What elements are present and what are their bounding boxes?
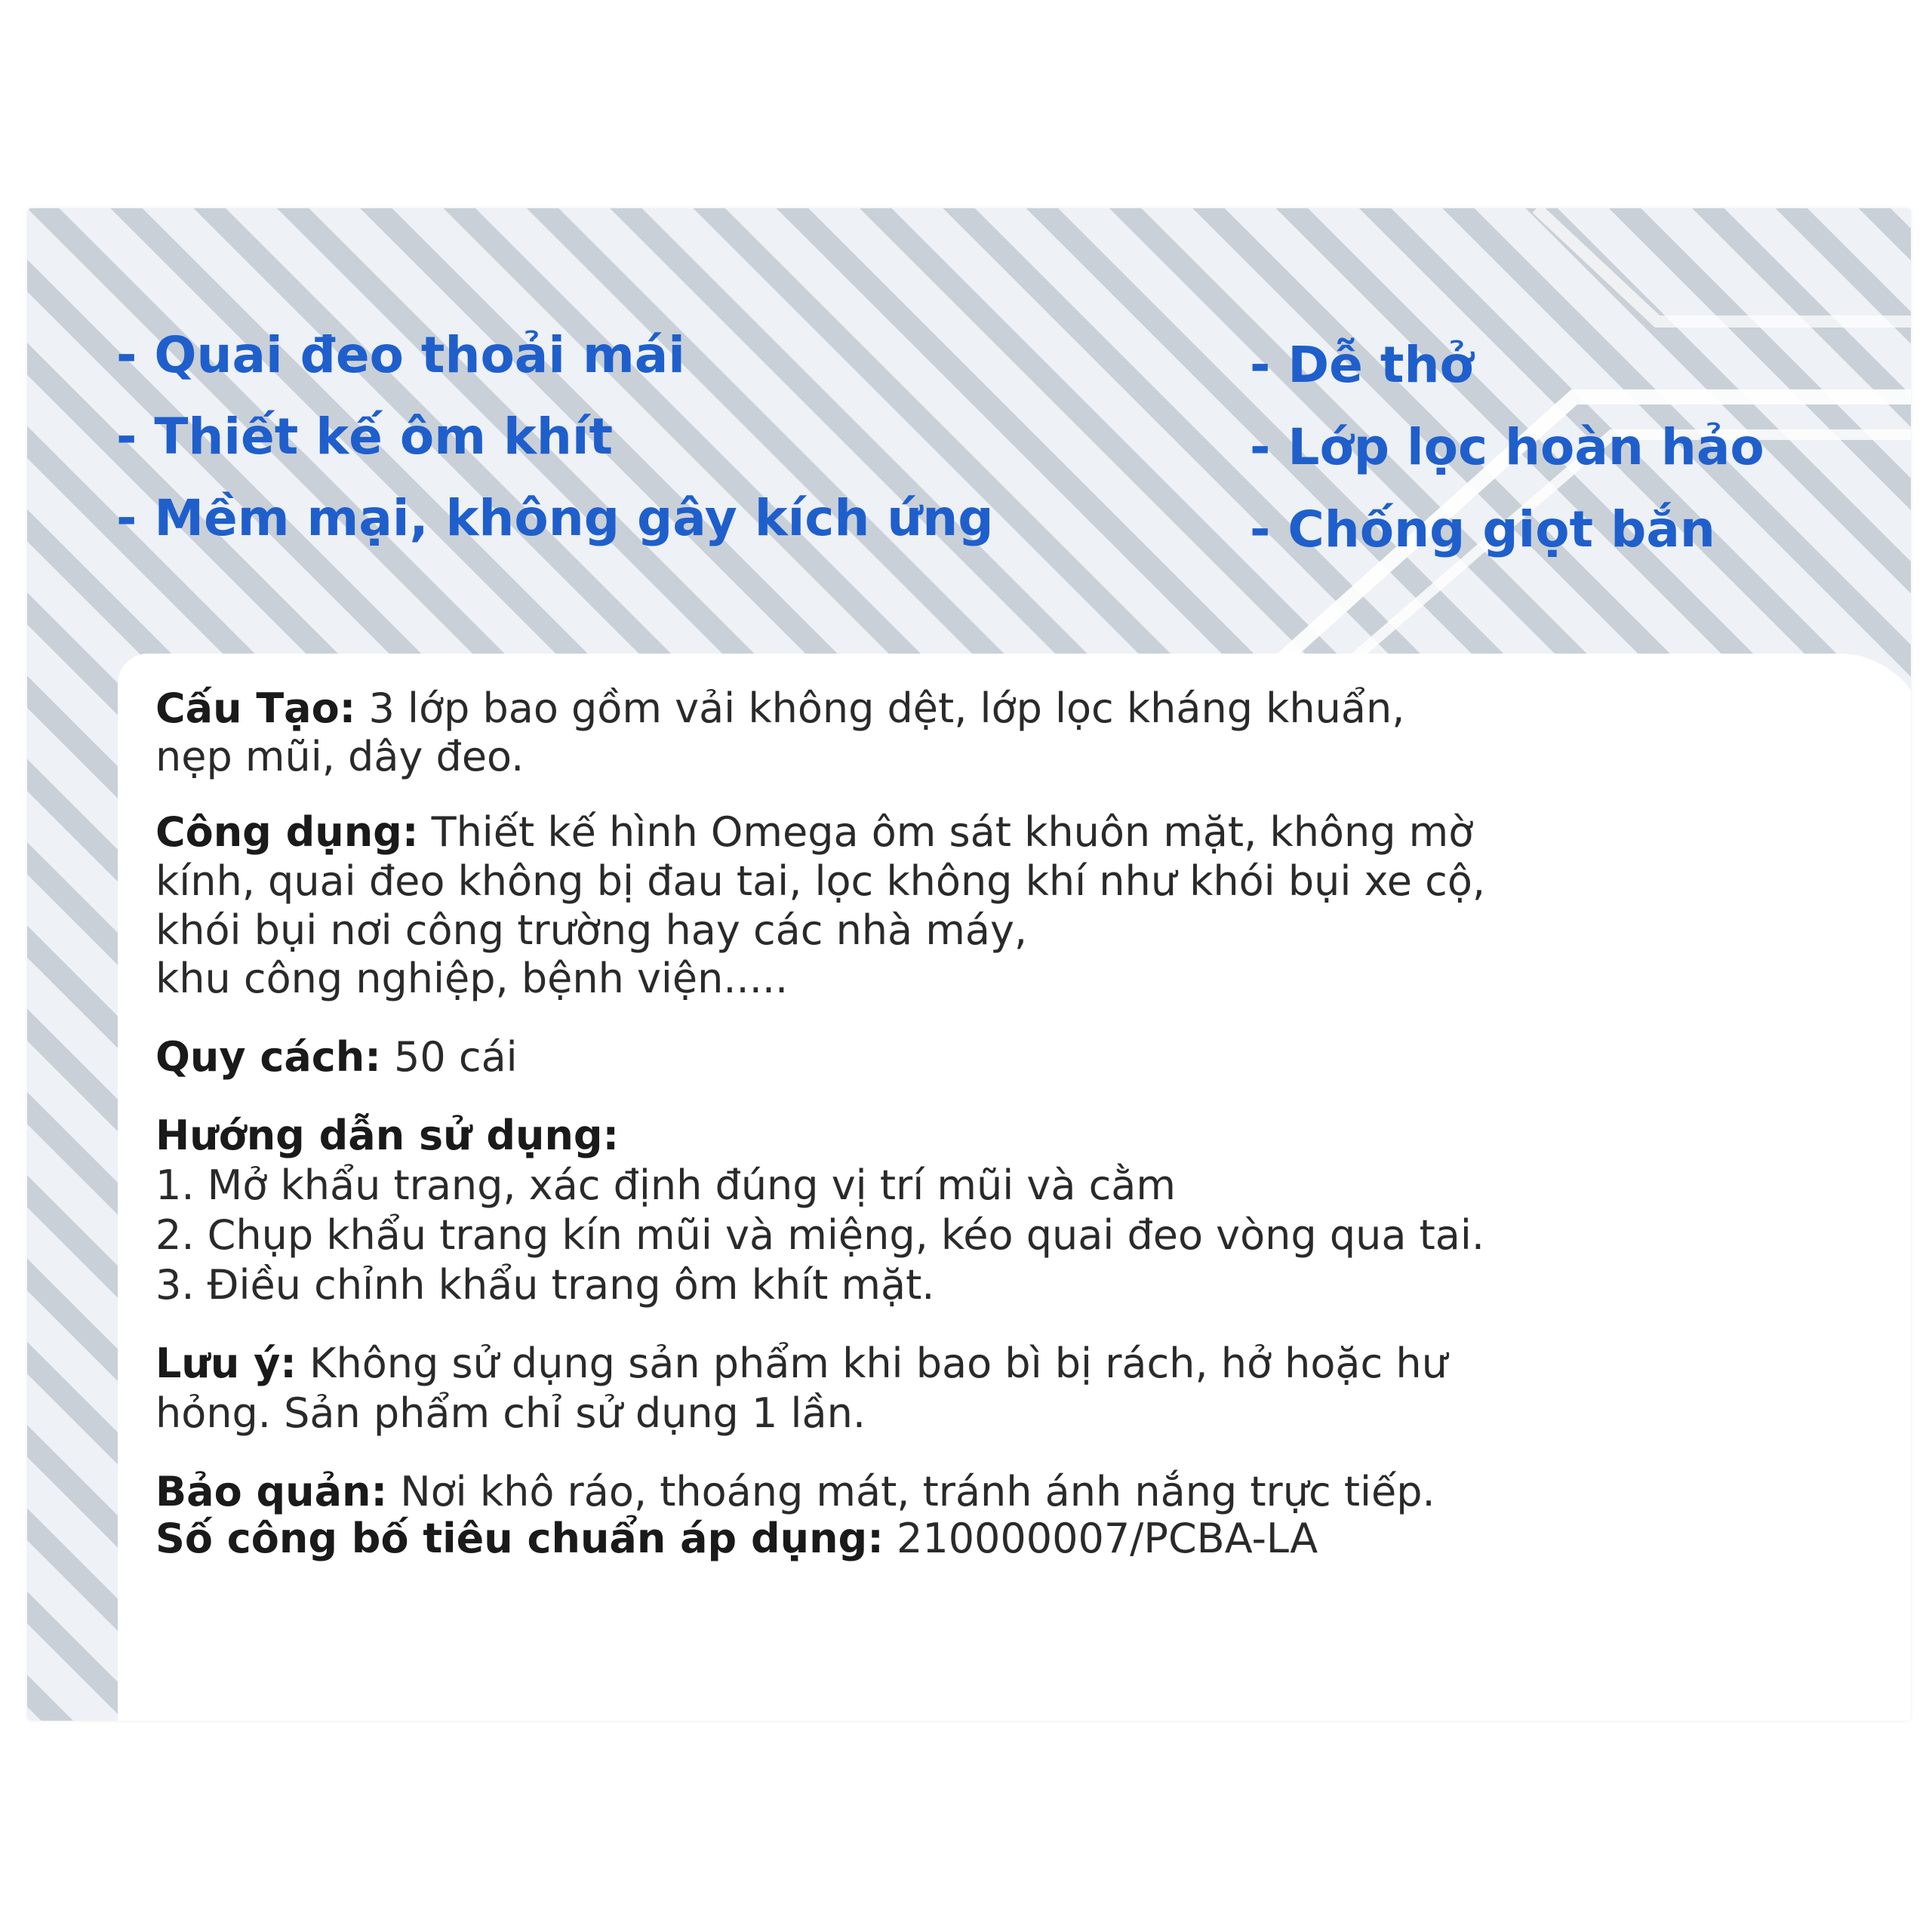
structure-text-1: 3 lớp bao gồm vải không dệt, lớp lọc kháng khuẩn, — [355, 685, 1405, 732]
storage-line — [155, 1468, 1435, 1515]
instructions-title — [155, 1112, 620, 1159]
note-label: Lưu ý: — [155, 1340, 297, 1387]
instructions-label: Hướng dẫn sử dụng: — [155, 1112, 620, 1159]
usage-label: Công dụng: — [155, 808, 419, 856]
structure-line-2: nẹp mũi, dây đeo. — [155, 733, 525, 780]
usage-line-4: khu công nghiệp, bệnh viện..... — [155, 955, 789, 1002]
storage-label: Bảo quản: — [155, 1468, 388, 1515]
usage-line-2: kính, quai đeo không bị đau tai, lọc không khí như khói bụi xe cộ, — [155, 857, 1486, 905]
feature-easy-breathing: - Dễ thở — [1250, 336, 1474, 394]
feature-perfect-filter: - Lớp lọc hoàn hảo — [1250, 418, 1764, 476]
info-panel — [118, 654, 1911, 1721]
spec-label: Quy cách: — [155, 1033, 381, 1081]
storage-value: Nơi khô ráo, thoáng mát, tránh ánh nắng trực tiếp. — [387, 1468, 1435, 1515]
spec-line — [155, 1033, 518, 1081]
feature-snug-design: - Thiết kế ôm khít — [116, 408, 614, 466]
note-line-2: hỏng. Sản phẩm chỉ sử dụng 1 lần. — [155, 1389, 866, 1437]
spec-value: 50 cái — [380, 1033, 518, 1081]
note-line-1 — [155, 1340, 1447, 1387]
usage-text-1: Thiết kế hình Omega ôm sát khuôn mặt, không mờ — [418, 808, 1474, 856]
feature-comfortable-strap: - Quai đeo thoải mái — [116, 326, 685, 384]
standard-line — [155, 1515, 1318, 1562]
note-text-1: Không sử dụng sản phẩm khi bao bì bị rách, hở hoặc hư — [296, 1340, 1447, 1387]
usage-line-1 — [155, 808, 1474, 856]
usage-line-3: khói bụi nơi công trường hay các nhà máy, — [155, 906, 1028, 954]
standard-value: 210000007/PCBA-LA — [883, 1515, 1318, 1562]
feature-soft-non-irritating: - Mềm mại, không gây kích ứng — [116, 489, 994, 547]
structure-line-1 — [155, 685, 1405, 732]
structure-label: Cấu Tạo: — [155, 685, 356, 732]
instruction-step-3: 3. Điều chỉnh khẩu trang ôm khít mặt. — [155, 1261, 935, 1309]
instruction-step-2: 2. Chụp khẩu trang kín mũi và miệng, kéo quai đeo vòng qua tai. — [155, 1211, 1485, 1259]
standard-label: Số công bố tiêu chuẩn áp dụng: — [155, 1515, 884, 1562]
feature-droplet-protection: - Chống giọt bắn — [1250, 500, 1715, 558]
instruction-step-1: 1. Mở khẩu trang, xác định đúng vị trí mũi và cằm — [155, 1161, 1176, 1209]
package-box — [27, 208, 1911, 1721]
